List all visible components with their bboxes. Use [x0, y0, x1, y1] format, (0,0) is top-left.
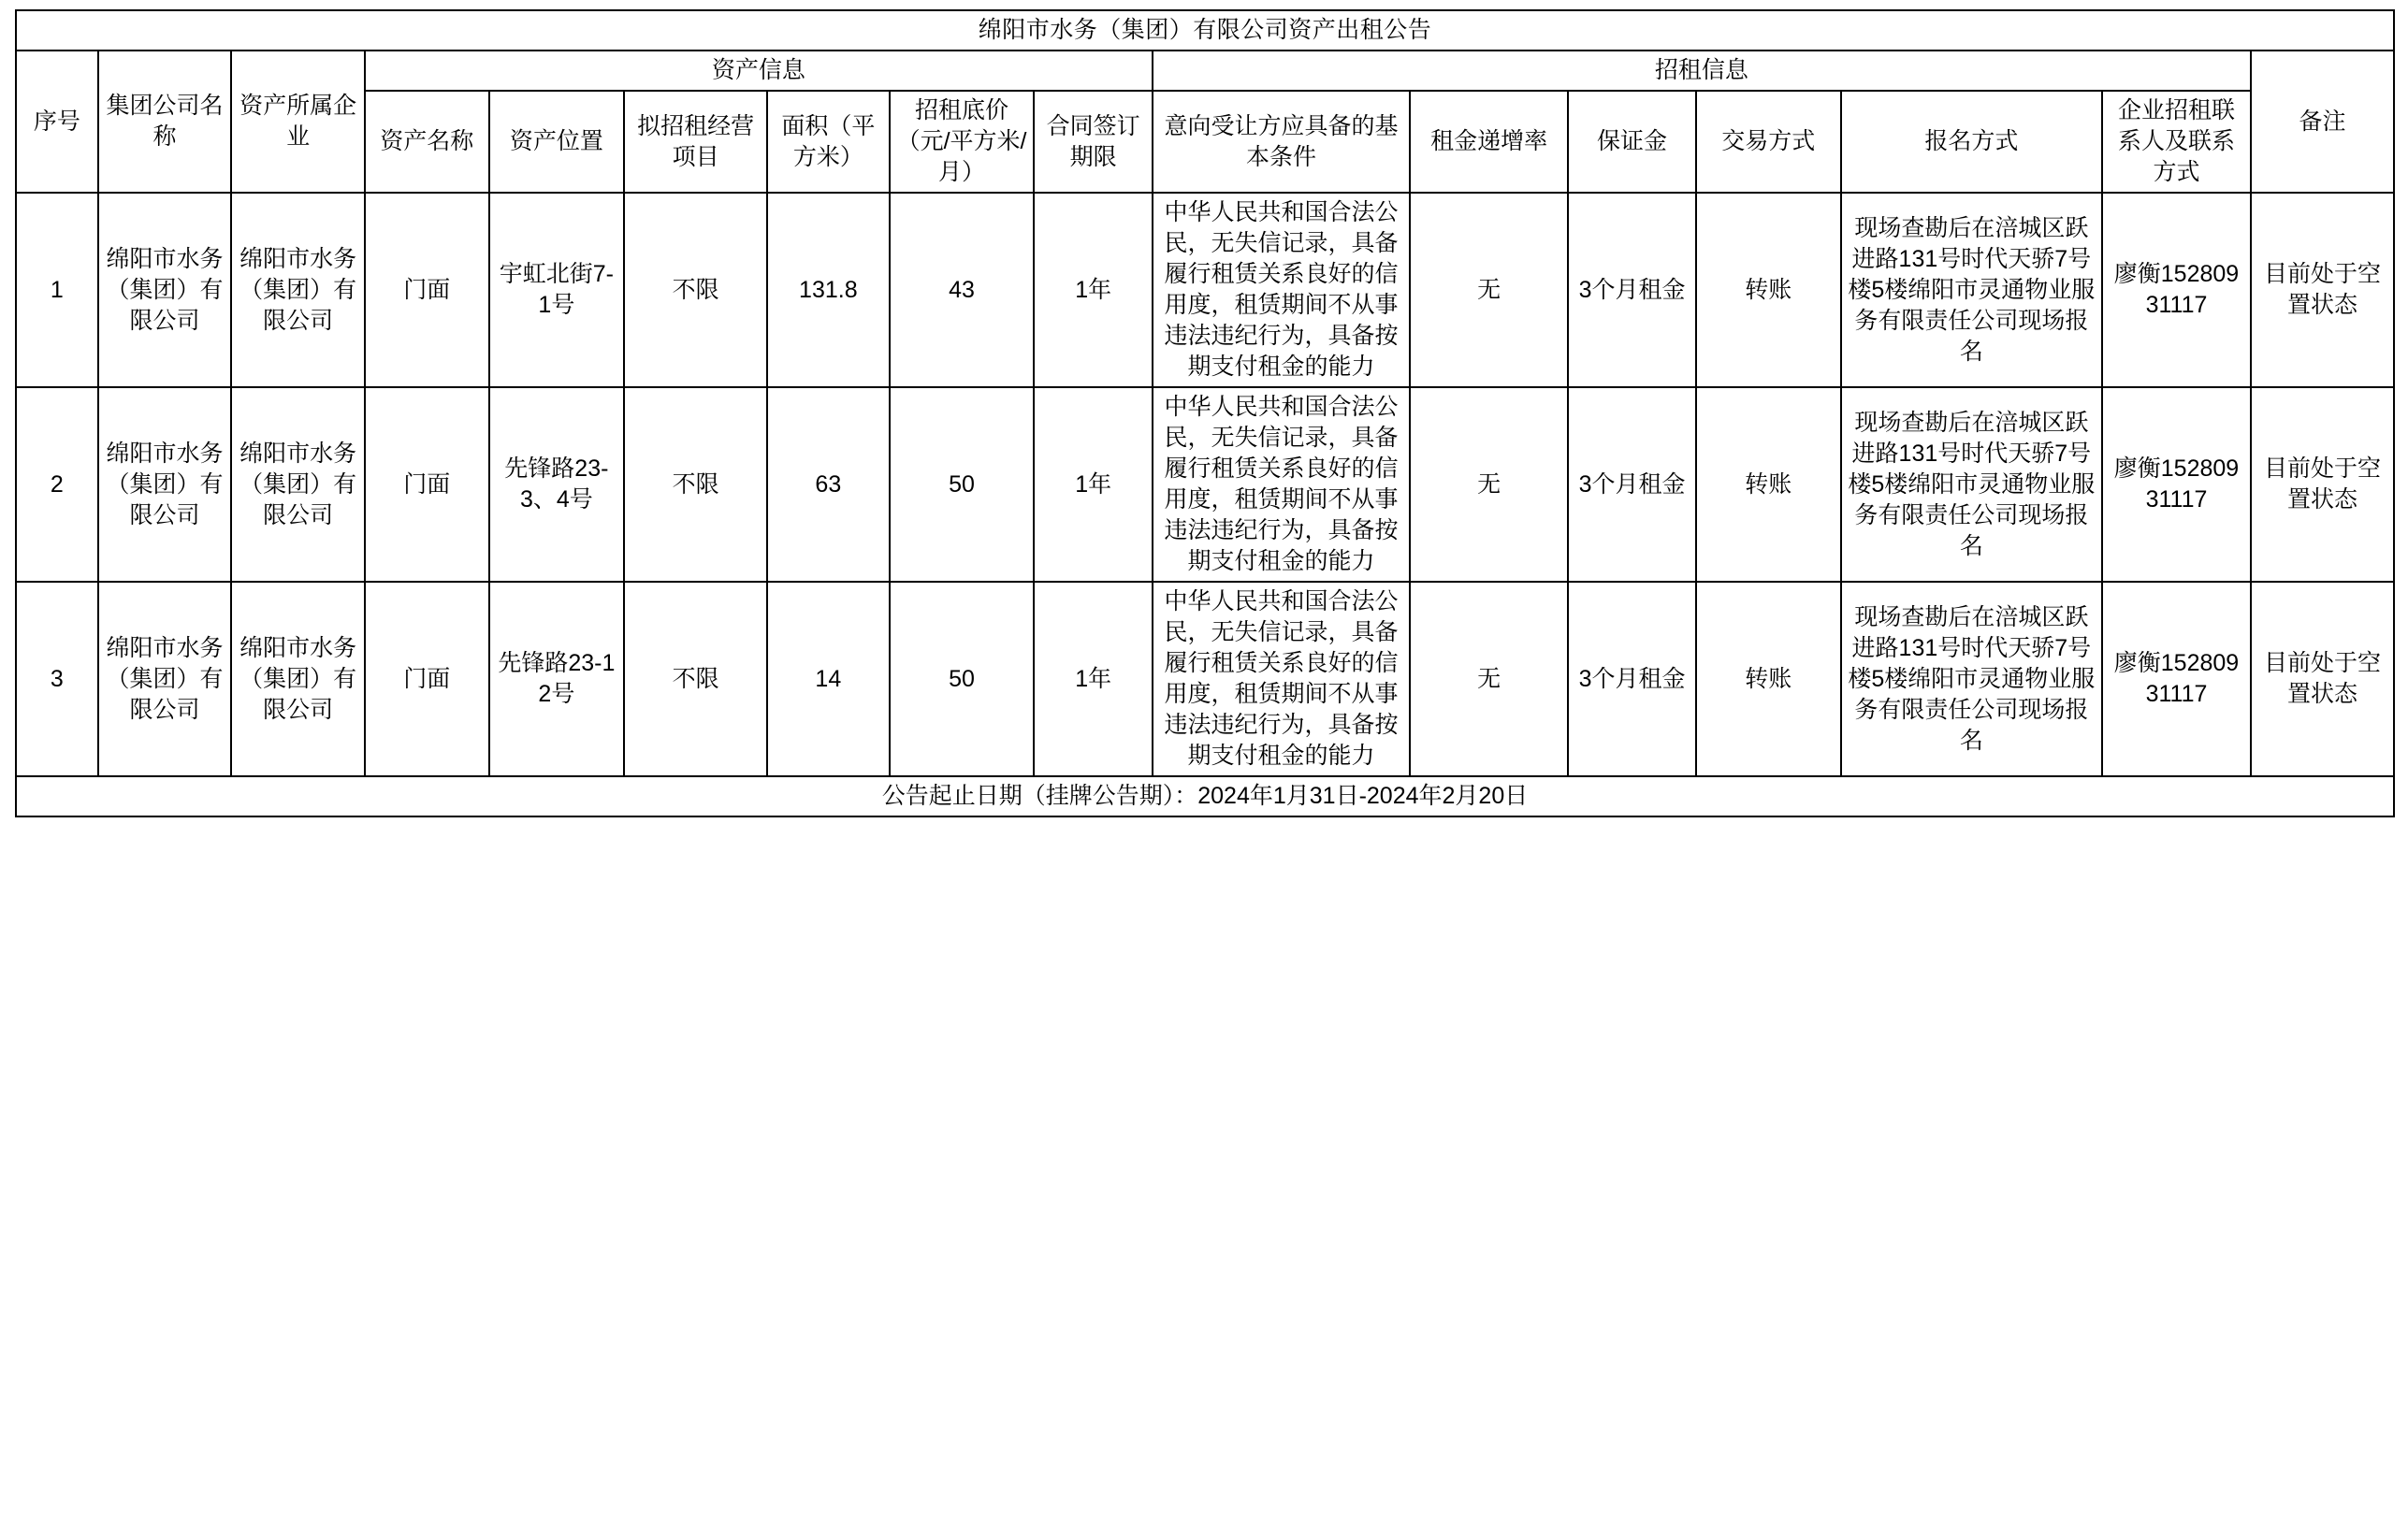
group-header-asset-info: 资产信息 — [365, 51, 1153, 91]
cell-deposit: 3个月租金 — [1568, 193, 1696, 387]
cell-area: 14 — [767, 582, 889, 776]
cell-planned-project: 不限 — [624, 582, 767, 776]
cell-index: 3 — [16, 582, 98, 776]
cell-belong-enterprise: 绵阳市水务（集团）有限公司 — [231, 193, 365, 387]
col-header-belong-enterprise: 资产所属企业 — [231, 51, 365, 193]
cell-group-company: 绵阳市水务（集团）有限公司 — [98, 387, 232, 582]
cell-index: 2 — [16, 387, 98, 582]
table-footer-row — [16, 776, 2394, 816]
table-title-row — [16, 10, 2394, 51]
cell-floor-price: 43 — [890, 193, 1035, 387]
cell-contact: 廖衡15280931117 — [2102, 387, 2251, 582]
col-header-apply-method: 报名方式 — [1841, 91, 2102, 193]
cell-apply-method: 现场查勘后在涪城区跃进路131号时代天骄7号楼5楼绵阳市灵通物业服务有限责任公司现场报名 — [1841, 387, 2102, 582]
cell-conditions: 中华人民共和国合法公民，无失信记录，具备履行租赁关系良好的信用度，租赁期间不从事违法违纪行为，具备按期支付租金的能力 — [1153, 193, 1410, 387]
cell-floor-price: 50 — [890, 387, 1035, 582]
cell-contact: 廖衡15280931117 — [2102, 582, 2251, 776]
col-header-remark: 备注 — [2251, 51, 2394, 193]
cell-remark: 目前处于空置状态 — [2251, 193, 2394, 387]
col-header-area: 面积（平方米） — [767, 91, 889, 193]
table-column-header-row — [16, 91, 2394, 193]
cell-asset-name: 门面 — [365, 582, 489, 776]
cell-belong-enterprise: 绵阳市水务（集团）有限公司 — [231, 582, 365, 776]
table-group-header-row — [16, 51, 2394, 91]
col-header-rent-increase: 租金递增率 — [1410, 91, 1568, 193]
cell-floor-price: 50 — [890, 582, 1035, 776]
group-header-rent-info: 招租信息 — [1153, 51, 2251, 91]
cell-rent-increase: 无 — [1410, 582, 1568, 776]
cell-rent-increase: 无 — [1410, 193, 1568, 387]
cell-asset-name: 门面 — [365, 387, 489, 582]
table-row — [16, 387, 2394, 582]
announcement-period-note: 公告起止日期（挂牌公告期）：2024年1月31日-2024年2月20日 — [16, 776, 2394, 816]
cell-contact: 廖衡15280931117 — [2102, 193, 2251, 387]
cell-area: 131.8 — [767, 193, 889, 387]
table-row — [16, 582, 2394, 776]
cell-planned-project: 不限 — [624, 193, 767, 387]
col-header-group-company: 集团公司名称 — [98, 51, 232, 193]
cell-group-company: 绵阳市水务（集团）有限公司 — [98, 193, 232, 387]
cell-asset-location: 先锋路23-12号 — [489, 582, 625, 776]
cell-deposit: 3个月租金 — [1568, 387, 1696, 582]
cell-remark: 目前处于空置状态 — [2251, 582, 2394, 776]
cell-apply-method: 现场查勘后在涪城区跃进路131号时代天骄7号楼5楼绵阳市灵通物业服务有限责任公司现场报名 — [1841, 582, 2102, 776]
col-header-floor-price: 招租底价（元/平方米/月） — [890, 91, 1035, 193]
cell-asset-location: 宇虹北街7-1号 — [489, 193, 625, 387]
page-title: 绵阳市水务（集团）有限公司资产出租公告 — [16, 10, 2394, 51]
cell-conditions: 中华人民共和国合法公民，无失信记录，具备履行租赁关系良好的信用度，租赁期间不从事违法违纪行为，具备按期支付租金的能力 — [1153, 582, 1410, 776]
cell-apply-method: 现场查勘后在涪城区跃进路131号时代天骄7号楼5楼绵阳市灵通物业服务有限责任公司现场报名 — [1841, 193, 2102, 387]
cell-conditions: 中华人民共和国合法公民，无失信记录，具备履行租赁关系良好的信用度，租赁期间不从事违法违纪行为，具备按期支付租金的能力 — [1153, 387, 1410, 582]
cell-trade-method: 转账 — [1696, 387, 1841, 582]
col-header-asset-location: 资产位置 — [489, 91, 625, 193]
col-header-planned-project: 拟招租经营项目 — [624, 91, 767, 193]
cell-index: 1 — [16, 193, 98, 387]
cell-belong-enterprise: 绵阳市水务（集团）有限公司 — [231, 387, 365, 582]
cell-deposit: 3个月租金 — [1568, 582, 1696, 776]
cell-group-company: 绵阳市水务（集团）有限公司 — [98, 582, 232, 776]
col-header-conditions: 意向受让方应具备的基本条件 — [1153, 91, 1410, 193]
cell-trade-method: 转账 — [1696, 582, 1841, 776]
cell-rent-increase: 无 — [1410, 387, 1568, 582]
col-header-index: 序号 — [16, 51, 98, 193]
cell-contract-term: 1年 — [1034, 582, 1152, 776]
table-row — [16, 193, 2394, 387]
col-header-contact: 企业招租联系人及联系方式 — [2102, 91, 2251, 193]
col-header-asset-name: 资产名称 — [365, 91, 489, 193]
col-header-deposit: 保证金 — [1568, 91, 1696, 193]
cell-asset-location: 先锋路23-3、4号 — [489, 387, 625, 582]
cell-area: 63 — [767, 387, 889, 582]
cell-planned-project: 不限 — [624, 387, 767, 582]
col-header-trade-method: 交易方式 — [1696, 91, 1841, 193]
cell-trade-method: 转账 — [1696, 193, 1841, 387]
col-header-contract-term: 合同签订期限 — [1034, 91, 1152, 193]
cell-remark: 目前处于空置状态 — [2251, 387, 2394, 582]
cell-contract-term: 1年 — [1034, 193, 1152, 387]
cell-asset-name: 门面 — [365, 193, 489, 387]
asset-rental-table — [15, 9, 2395, 817]
cell-contract-term: 1年 — [1034, 387, 1152, 582]
